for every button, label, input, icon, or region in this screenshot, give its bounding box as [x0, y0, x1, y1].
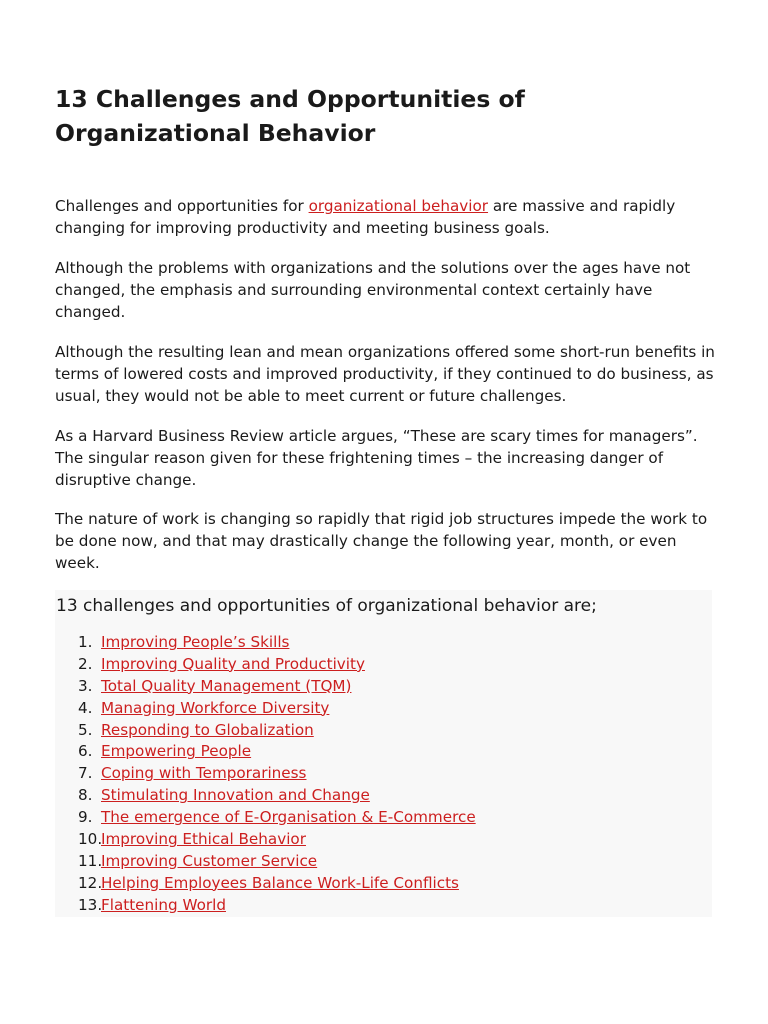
list-item-11 — [78, 851, 476, 873]
organizational-behavior-link[interactable]: organizational behavior — [308, 197, 489, 215]
intro-text-after-link: are massive and rapidly changing for improving productivity and meeting business goals. — [55, 197, 676, 237]
list-item-number: 5. — [78, 720, 93, 739]
list-heading: 13 challenges and opportunities of organizational behavior are; — [56, 596, 597, 616]
link-responding-to-globalization[interactable]: Responding to Globalization — [101, 720, 314, 739]
paragraph-problems: Although the problems with organizations and the solutions over the ages have not changed, the emphasis and surrounding environmental context certainly have changed. — [55, 259, 691, 321]
list-item-number: 8. — [78, 786, 93, 805]
list-item-10 — [78, 829, 476, 851]
list-item-12 — [78, 873, 476, 895]
link-improving-quality-and-productivity[interactable]: Improving Quality and Productivity — [101, 654, 365, 673]
list-item-number: 10. — [78, 830, 103, 849]
paragraph-nature-of-work: The nature of work is changing so rapidly that rigid job structures impede the work to be done now, and that may drastically change the following year, month, or even week. — [55, 510, 708, 572]
page-title: 13 Challenges and Opportunities of Organizational Behavior — [55, 85, 525, 147]
link-helping-employees-balance[interactable]: Helping Employees Balance Work-Life Conflicts — [101, 873, 459, 892]
challenges-list — [78, 632, 476, 917]
list-item-number: 13. — [78, 895, 103, 914]
list-item-number: 12. — [78, 873, 103, 892]
link-total-quality-management[interactable]: Total Quality Management (TQM) — [101, 676, 352, 695]
list-item-4 — [78, 698, 476, 720]
list-item-6 — [78, 741, 476, 763]
list-item-number: 9. — [78, 808, 93, 827]
link-emergence-of-e-organisation[interactable]: The emergence of E-Organisation & E-Commerce — [101, 808, 476, 827]
list-item-2 — [78, 654, 476, 676]
list-item-13 — [78, 895, 476, 917]
link-improving-peoples-skills[interactable]: Improving People’s Skills — [101, 633, 290, 651]
list-item-9 — [78, 807, 476, 829]
link-improving-ethical-behavior[interactable]: Improving Ethical Behavior — [101, 830, 306, 849]
link-improving-customer-service[interactable]: Improving Customer Service — [101, 851, 318, 870]
paragraph-harvard-review: As a Harvard Business Review article argues, “These are scary times for managers”. The singular reason given for these frightening times – the increasing danger of disruptive change. — [55, 427, 698, 489]
link-stimulating-innovation-and-change[interactable]: Stimulating Innovation and Change — [101, 786, 370, 805]
link-managing-workforce-diversity[interactable]: Managing Workforce Diversity — [101, 698, 330, 717]
list-item-number: 11. — [78, 851, 103, 870]
link-empowering-people[interactable]: Empowering People — [101, 742, 252, 761]
list-item-number: 4. — [78, 698, 93, 717]
list-item-number: 3. — [78, 676, 93, 695]
list-item-number: 1. — [78, 633, 93, 651]
link-flattening-world[interactable]: Flattening World — [101, 895, 226, 914]
challenges-list-box — [55, 590, 712, 917]
list-item-3 — [78, 676, 476, 698]
list-item-5 — [78, 720, 476, 742]
intro-text-before-link: Challenges and opportunities for — [55, 197, 309, 215]
list-item-7 — [78, 763, 476, 785]
list-item-8 — [78, 785, 476, 807]
list-item-1 — [78, 632, 476, 654]
list-item-number: 7. — [78, 764, 93, 783]
list-item-number: 2. — [78, 654, 93, 673]
link-coping-with-temporariness[interactable]: Coping with Temporariness — [101, 764, 307, 783]
intro-paragraph — [55, 196, 715, 240]
paragraph-lean-organizations: Although the resulting lean and mean organizations offered some short-run benefits in terms of lowered costs and improved productivity, if they continued to do business, as usual, they would not be able to meet current or future challenges. — [55, 343, 715, 405]
list-item-number: 6. — [78, 742, 93, 761]
